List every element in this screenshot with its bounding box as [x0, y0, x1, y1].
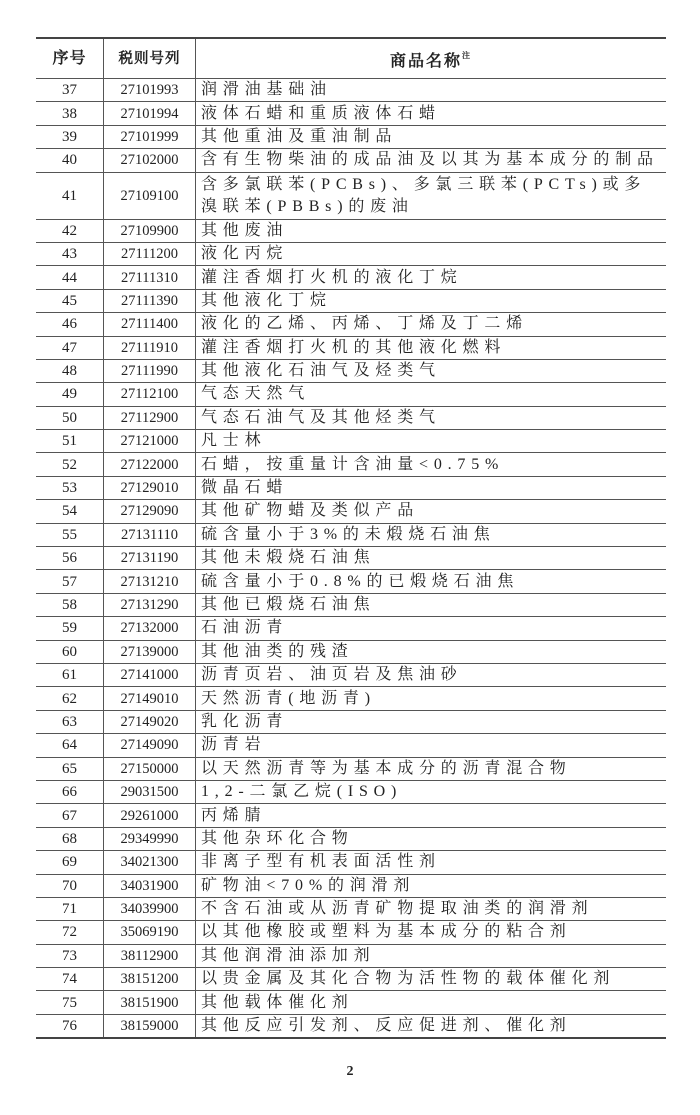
tariff-code-cell: 27149010	[104, 687, 196, 710]
serial-cell: 72	[36, 921, 104, 944]
commodity-name-cell: 其他杂环化合物	[196, 827, 667, 850]
serial-cell: 37	[36, 79, 104, 102]
serial-cell: 57	[36, 570, 104, 593]
serial-cell: 49	[36, 383, 104, 406]
tariff-code-cell: 27131110	[104, 523, 196, 546]
tariff-code-cell: 27112900	[104, 406, 196, 429]
table-row	[36, 617, 666, 640]
tariff-code-cell: 38159000	[104, 1014, 196, 1038]
serial-cell: 44	[36, 266, 104, 289]
commodity-name-cell: 天然沥青(地沥青)	[196, 687, 667, 710]
serial-cell: 75	[36, 991, 104, 1014]
serial-cell: 65	[36, 757, 104, 780]
table-row	[36, 219, 666, 242]
commodity-name-cell: 其他反应引发剂、反应促进剂、催化剂	[196, 1014, 667, 1038]
serial-cell: 61	[36, 663, 104, 686]
table-row	[36, 640, 666, 663]
table-row	[36, 149, 666, 172]
serial-cell: 71	[36, 897, 104, 920]
tariff-code-cell: 27131210	[104, 570, 196, 593]
serial-cell: 64	[36, 734, 104, 757]
tariff-code-cell: 27141000	[104, 663, 196, 686]
table-row	[36, 266, 666, 289]
commodity-name-cell: 微晶石蜡	[196, 476, 667, 499]
serial-cell: 50	[36, 406, 104, 429]
tariff-code-cell: 27150000	[104, 757, 196, 780]
tariff-code-cell: 27149020	[104, 710, 196, 733]
commodity-name-cell: 硫含量小于0.8%的已煅烧石油焦	[196, 570, 667, 593]
serial-cell: 45	[36, 289, 104, 312]
commodity-name-cell: 灌注香烟打火机的液化丁烷	[196, 266, 667, 289]
commodity-name-cell: 灌注香烟打火机的其他液化燃料	[196, 336, 667, 359]
commodity-name-cell: 以贵金属及其化合物为活性物的载体催化剂	[196, 968, 667, 991]
serial-cell: 53	[36, 476, 104, 499]
tariff-code-cell: 27109100	[104, 172, 196, 219]
table-row	[36, 734, 666, 757]
commodity-name-cell: 其他已煅烧石油焦	[196, 593, 667, 616]
tariff-code-cell: 34031900	[104, 874, 196, 897]
serial-cell: 55	[36, 523, 104, 546]
tariff-code-cell: 27111200	[104, 242, 196, 265]
header-note-mark: 注	[462, 50, 472, 60]
table-row	[36, 453, 666, 476]
commodity-name-cell: 含有生物柴油的成品油及以其为基本成分的制品	[196, 149, 667, 172]
table-row	[36, 991, 666, 1014]
serial-cell: 51	[36, 430, 104, 453]
commodity-name-cell: 矿物油<70%的润滑剂	[196, 874, 667, 897]
commodity-name-cell: 不含石油或从沥青矿物提取油类的润滑剂	[196, 897, 667, 920]
table-row	[36, 593, 666, 616]
serial-cell: 73	[36, 944, 104, 967]
commodity-name-cell: 凡士林	[196, 430, 667, 453]
commodity-name-cell: 液化丙烷	[196, 242, 667, 265]
commodity-name-cell: 其他油类的残渣	[196, 640, 667, 663]
serial-cell: 67	[36, 804, 104, 827]
tariff-code-cell: 27129090	[104, 500, 196, 523]
serial-cell: 38	[36, 102, 104, 125]
tariff-code-cell: 27121000	[104, 430, 196, 453]
serial-cell: 43	[36, 242, 104, 265]
tariff-code-cell: 38151900	[104, 991, 196, 1014]
table-row	[36, 242, 666, 265]
serial-cell: 62	[36, 687, 104, 710]
serial-cell: 74	[36, 968, 104, 991]
tariff-code-cell: 27112100	[104, 383, 196, 406]
tariff-code-cell: 27109900	[104, 219, 196, 242]
tariff-code-cell: 27131190	[104, 547, 196, 570]
table-row	[36, 851, 666, 874]
commodity-name-cell: 其他重油及重油制品	[196, 125, 667, 148]
table-row	[36, 1014, 666, 1038]
table-row	[36, 874, 666, 897]
serial-cell: 56	[36, 547, 104, 570]
commodity-name-cell: 沥青岩	[196, 734, 667, 757]
tariff-code-cell: 27111310	[104, 266, 196, 289]
commodity-name-cell: 其他液化石油气及烃类气	[196, 359, 667, 382]
table-row	[36, 500, 666, 523]
commodity-name-cell: 液化的乙烯、丙烯、丁烯及丁二烯	[196, 313, 667, 336]
serial-cell: 52	[36, 453, 104, 476]
serial-cell: 40	[36, 149, 104, 172]
serial-cell: 70	[36, 874, 104, 897]
tariff-code-cell: 29349990	[104, 827, 196, 850]
page-number: 2	[346, 1064, 354, 1079]
table-row	[36, 406, 666, 429]
table-row	[36, 289, 666, 312]
serial-cell: 47	[36, 336, 104, 359]
table-row	[36, 570, 666, 593]
table-row	[36, 79, 666, 102]
tariff-code-cell: 27132000	[104, 617, 196, 640]
tariff-code-cell: 27101999	[104, 125, 196, 148]
table-row	[36, 804, 666, 827]
table-row	[36, 172, 666, 219]
serial-cell: 63	[36, 710, 104, 733]
tariff-code-cell: 27129010	[104, 476, 196, 499]
serial-cell: 48	[36, 359, 104, 382]
commodity-name-cell: 其他废油	[196, 219, 667, 242]
table-row	[36, 663, 666, 686]
serial-cell: 58	[36, 593, 104, 616]
table-row	[36, 383, 666, 406]
serial-cell: 76	[36, 1014, 104, 1038]
commodity-name-cell: 液体石蜡和重质液体石蜡	[196, 102, 667, 125]
table-body	[36, 79, 666, 1039]
table-row	[36, 523, 666, 546]
table-row	[36, 944, 666, 967]
commodity-name-cell: 其他载体催化剂	[196, 991, 667, 1014]
table-row	[36, 968, 666, 991]
serial-cell: 54	[36, 500, 104, 523]
commodity-name-cell: 非离子型有机表面活性剂	[196, 851, 667, 874]
tariff-code-cell: 35069190	[104, 921, 196, 944]
serial-cell: 46	[36, 313, 104, 336]
table-row	[36, 757, 666, 780]
commodity-name-cell: 以其他橡胶或塑料为基本成分的粘合剂	[196, 921, 667, 944]
commodity-name-cell: 石蜡，按重量计含油量<0.75%	[196, 453, 667, 476]
tariff-code-cell: 27102000	[104, 149, 196, 172]
tariff-code-cell: 27111390	[104, 289, 196, 312]
commodity-name-cell: 气态天然气	[196, 383, 667, 406]
tariff-code-cell: 38151200	[104, 968, 196, 991]
tariff-code-cell: 34021300	[104, 851, 196, 874]
commodity-name-cell: 丙烯腈	[196, 804, 667, 827]
commodity-name-cell: 其他未煅烧石油焦	[196, 547, 667, 570]
tariff-code-cell: 29261000	[104, 804, 196, 827]
serial-cell: 68	[36, 827, 104, 850]
tariff-code-cell: 27122000	[104, 453, 196, 476]
header-tariff-code: 税则号列	[104, 38, 196, 79]
tariff-code-cell: 27111400	[104, 313, 196, 336]
commodity-name-cell: 气态石油气及其他烃类气	[196, 406, 667, 429]
tariff-code-cell: 38112900	[104, 944, 196, 967]
commodity-name-cell: 沥青页岩、油页岩及焦油砂	[196, 663, 667, 686]
tariff-code-cell: 34039900	[104, 897, 196, 920]
commodity-name-cell: 乳化沥青	[196, 710, 667, 733]
serial-cell: 42	[36, 219, 104, 242]
table-row	[36, 687, 666, 710]
serial-cell: 39	[36, 125, 104, 148]
header-commodity-name	[196, 38, 667, 79]
serial-cell: 59	[36, 617, 104, 640]
table-row	[36, 313, 666, 336]
table-row	[36, 780, 666, 803]
serial-cell: 66	[36, 780, 104, 803]
serial-cell: 41	[36, 172, 104, 219]
tariff-code-cell: 29031500	[104, 780, 196, 803]
table-row	[36, 547, 666, 570]
tariff-code-cell: 27111910	[104, 336, 196, 359]
serial-cell: 69	[36, 851, 104, 874]
commodity-name-cell: 其他矿物蜡及类似产品	[196, 500, 667, 523]
commodity-name-cell: 润滑油基础油	[196, 79, 667, 102]
commodity-name-cell: 以天然沥青等为基本成分的沥青混合物	[196, 757, 667, 780]
commodity-name-cell: 其他润滑油添加剂	[196, 944, 667, 967]
commodity-name-cell: 其他液化丁烷	[196, 289, 667, 312]
table-row	[36, 125, 666, 148]
commodity-name-cell: 1,2-二氯乙烷(ISO)	[196, 780, 667, 803]
commodity-name-cell: 含多氯联苯(PCBs)、多氯三联苯(PCTs)或多溴联苯(PBBs)的废油	[196, 172, 667, 219]
header-commodity-name-label: 商品名称	[389, 52, 462, 70]
tariff-code-cell: 27149090	[104, 734, 196, 757]
tariff-code-cell: 27111990	[104, 359, 196, 382]
table-row	[36, 710, 666, 733]
table-row	[36, 897, 666, 920]
serial-cell: 60	[36, 640, 104, 663]
table-row	[36, 476, 666, 499]
table-row	[36, 359, 666, 382]
table-row	[36, 336, 666, 359]
tariff-code-cell: 27101993	[104, 79, 196, 102]
table-header-row	[36, 38, 666, 79]
header-serial: 序号	[36, 38, 104, 79]
table-row	[36, 430, 666, 453]
tariff-code-cell: 27101994	[104, 102, 196, 125]
commodity-name-cell: 石油沥青	[196, 617, 667, 640]
table-row	[36, 827, 666, 850]
tariff-code-cell: 27131290	[104, 593, 196, 616]
table-row	[36, 921, 666, 944]
commodity-name-cell: 硫含量小于3%的未煅烧石油焦	[196, 523, 667, 546]
commodity-table	[36, 37, 666, 1039]
table-row	[36, 102, 666, 125]
tariff-code-cell: 27139000	[104, 640, 196, 663]
